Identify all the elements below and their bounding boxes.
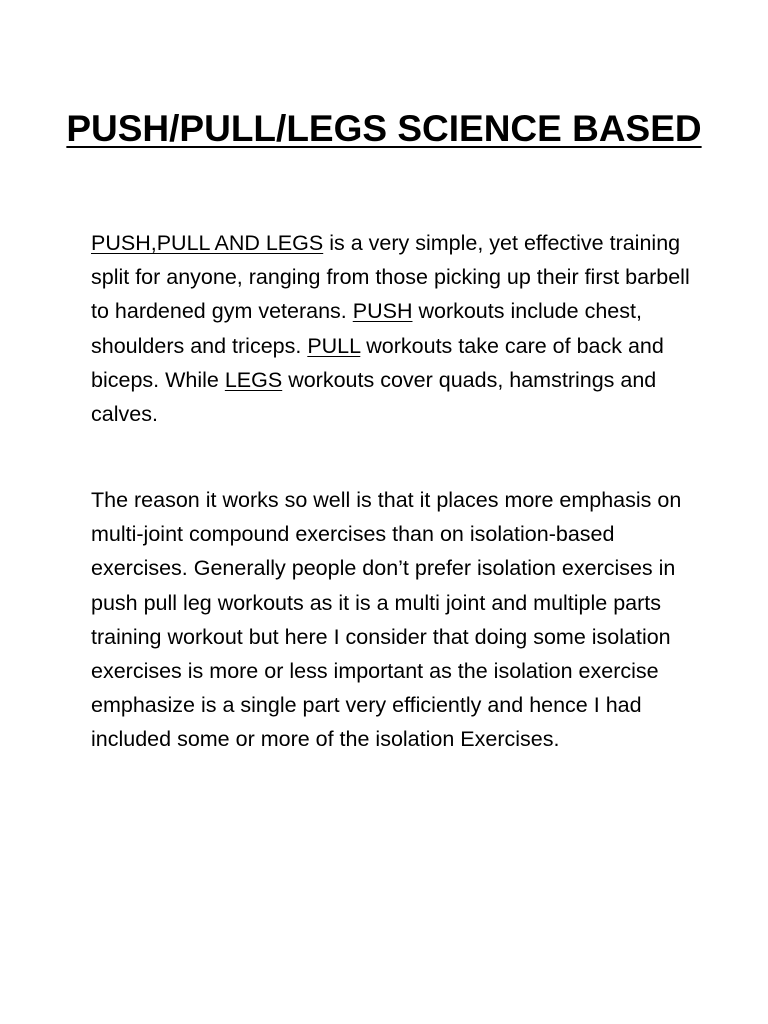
intro-paragraph <box>91 226 691 431</box>
page-title <box>60 98 708 160</box>
intro-text-a: is a very simple, yet effective training split for anyone, ranging from those picking up their first barbell to hardened gym veterans. <box>91 231 690 324</box>
intro-text-d: workouts cover quads, hamstrings and calves. <box>91 367 657 427</box>
reason-paragraph: The reason it works so well is that it places more emphasis on multi-joint compound exercises than on isolation-based exercises. Generally people don’t prefer isolation exercises in push pull leg workouts as it is a multi joint and multiple parts training workout but here I consider that doing some isolation exercises is more or less important as the isolation exercise emphasize is a single part very efficiently and hence I had included some or more of the isolation Exercises. <box>91 488 682 752</box>
lead-term: PUSH,PULL AND LEGS <box>91 231 324 255</box>
pull-term: PULL <box>307 333 361 358</box>
intro-text-b: workouts include chest, shoulders and triceps. <box>91 299 642 358</box>
legs-term: LEGS <box>224 367 283 392</box>
push-term: PUSH <box>352 299 413 324</box>
title-text: PUSH/PULL/LEGS SCIENCE BASED <box>66 108 702 149</box>
intro-text-c: workouts take care of back and biceps. While <box>91 333 664 392</box>
